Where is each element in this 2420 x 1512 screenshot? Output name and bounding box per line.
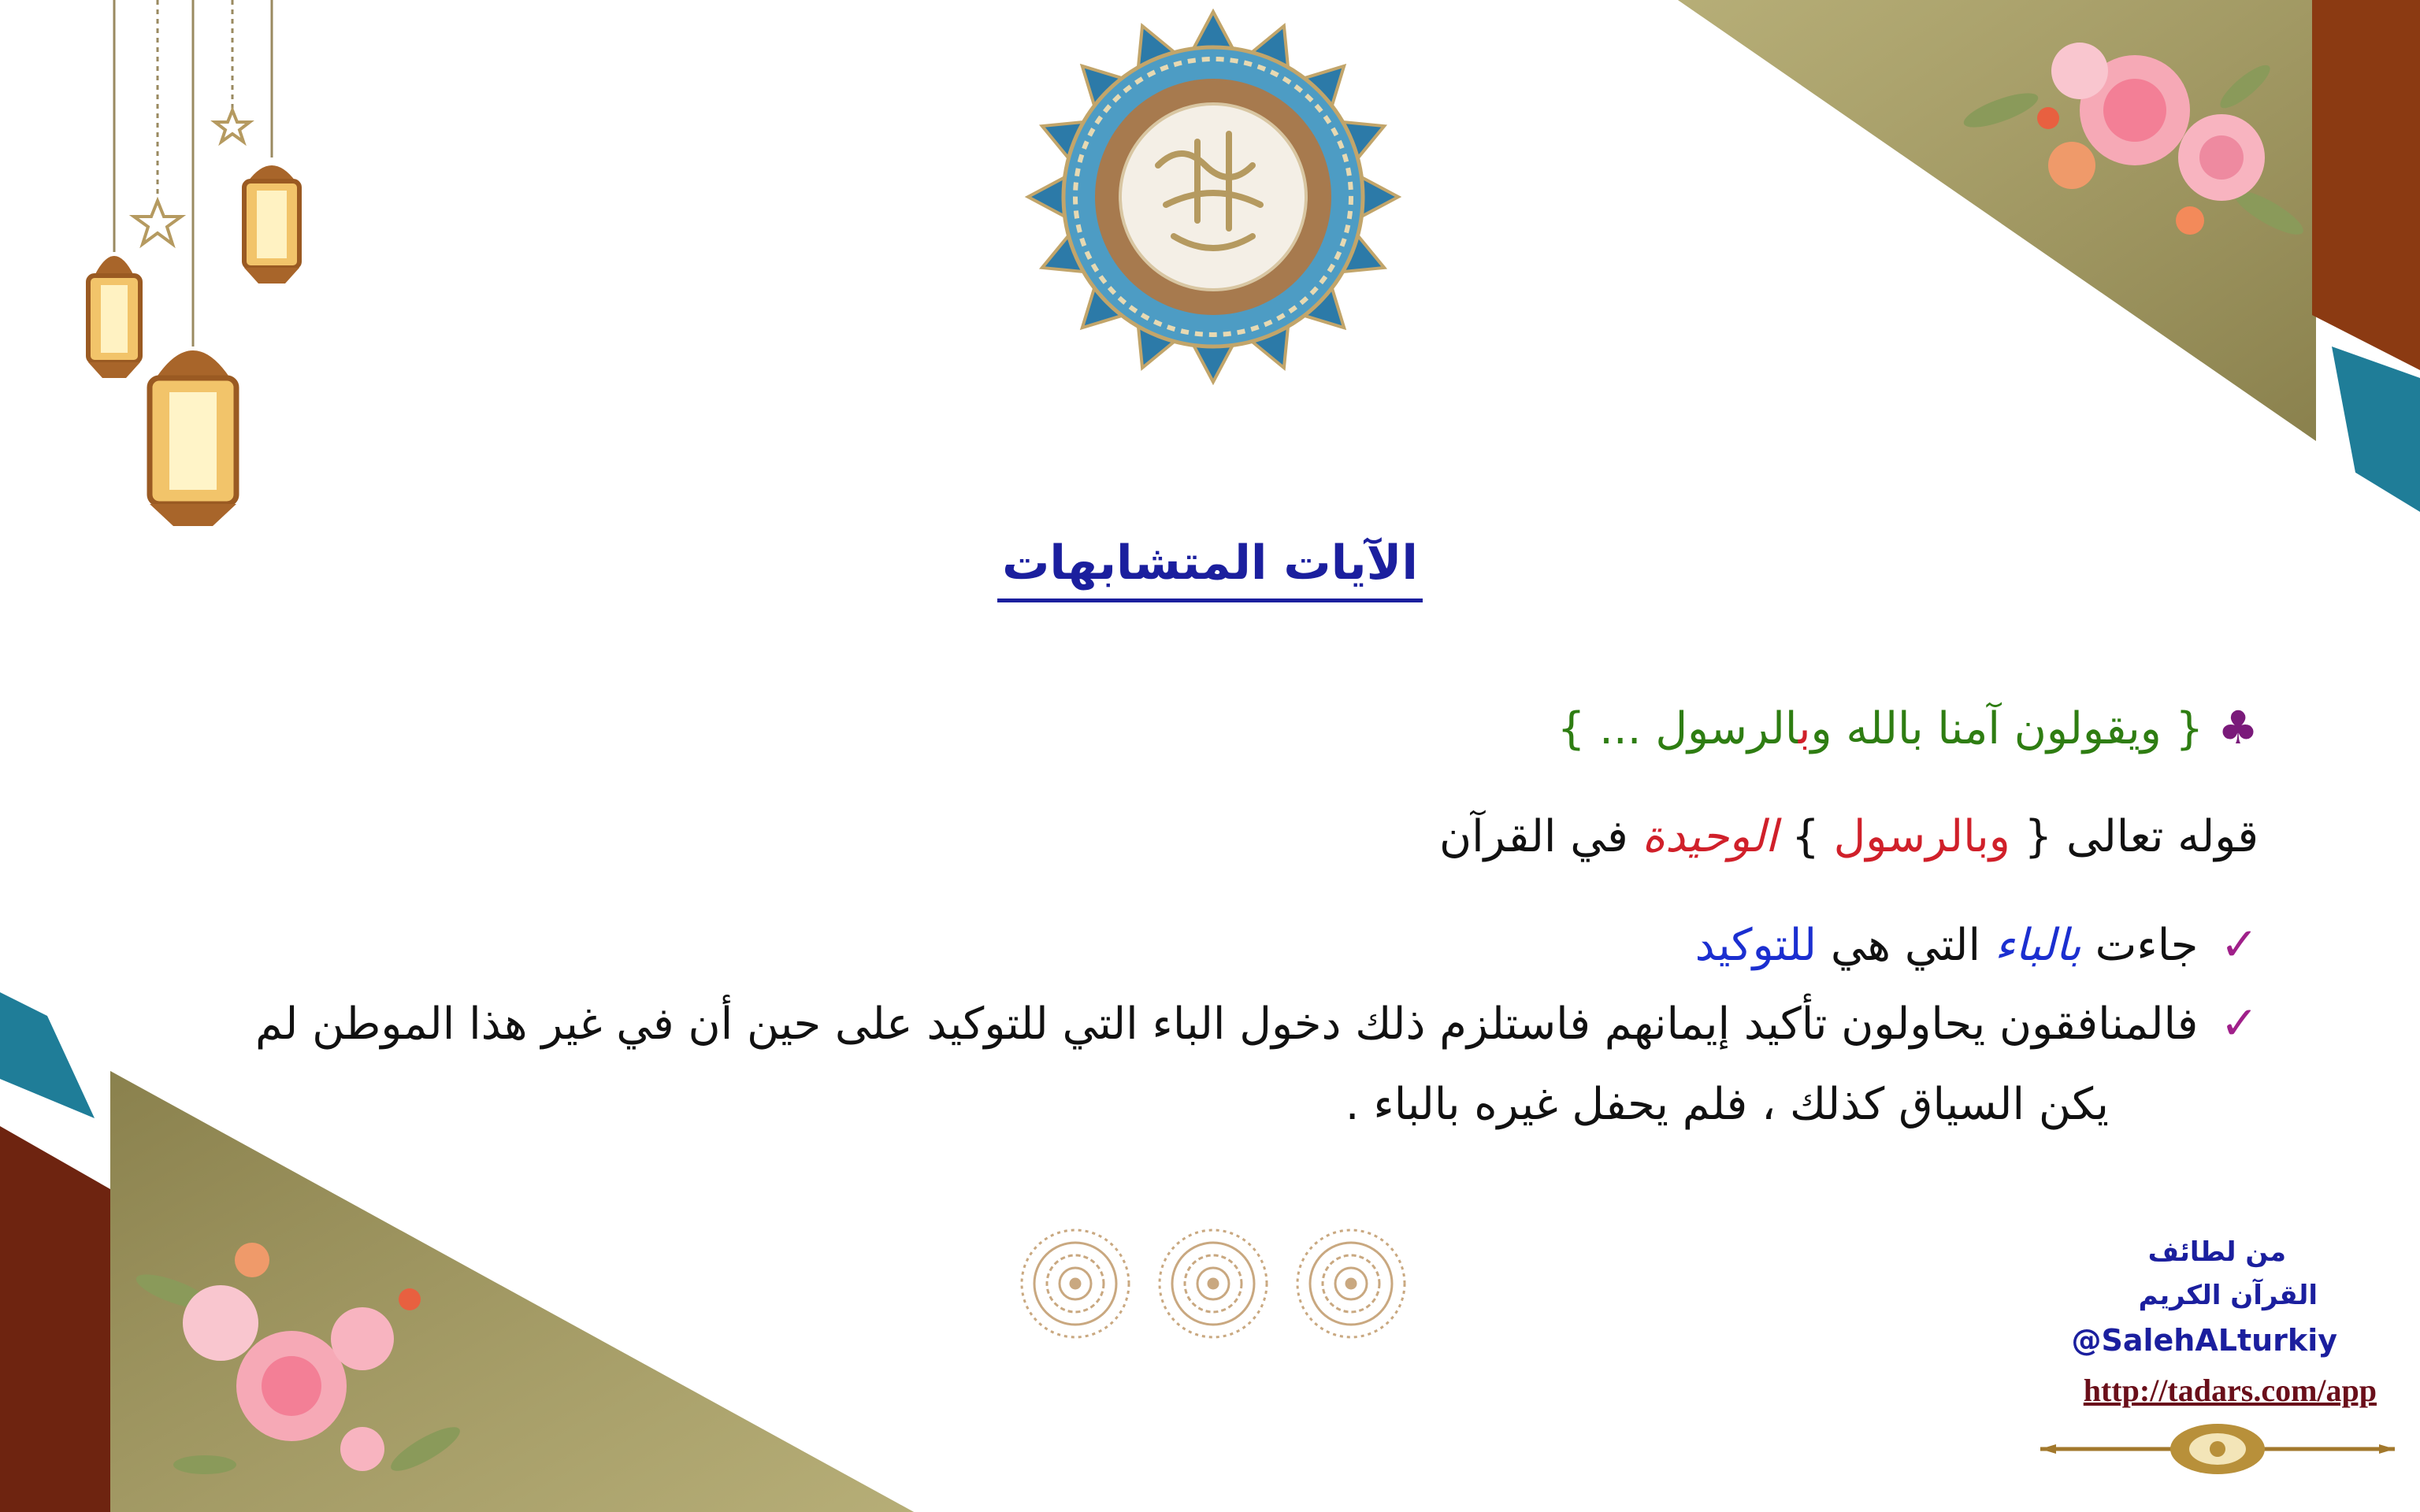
lantern-icon [88,256,140,378]
point-2-line-1 [255,996,2259,1050]
intro-unique: الوحيدة [1642,811,1778,862]
mandala-ornament-icon [1297,1230,1405,1337]
point-2-text-2: يكن السياق كذلك ، فلم يحفل غيره بالباء . [1345,1079,2109,1130]
verse-ellipsis: ... } [1557,703,1656,754]
point-1 [1695,917,2259,971]
title-text: الآيات المتشابهات [997,536,1423,602]
point-1-emph: للتوكيد [1694,920,1817,971]
intro-part3: في القرآن [1438,811,1642,862]
website-link[interactable]: http://tadars.com/app [2083,1373,2377,1408]
intro-part1: قوله تعالى { [2010,811,2259,862]
divider-ornament-icon [2032,1418,2403,1480]
point-1-which: التي هي [1817,920,1995,971]
intro-line [1439,811,2259,862]
point-2-text-1: فالمنافقون يحاولون تأكيد إيمانهم فاستلزم ذلك دخول الباء التي للتوكيد على حين أن في غير هذا الموطن لم [255,999,2199,1050]
club-bullet-icon: ♣ [2218,701,2259,754]
verse-line [1557,701,2259,754]
verse-highlight-letter: ب [1798,703,1811,754]
lantern-icon [244,165,299,284]
lantern-icon [150,350,236,526]
lanterns-decoration [71,0,331,536]
point-2-line-2 [1345,1079,2109,1130]
verse-words-after: الرسول [1655,703,1798,754]
credit-line-2: القرآن الكريم [2138,1280,2318,1311]
mandala-ornament-icon [1022,1230,1129,1337]
intro-part2: } [1777,811,1834,862]
twitter-handle[interactable]: @SalehALturkiy [2071,1323,2337,1358]
verse-words-before: ويقولون آمنا بالله و [1810,703,2162,754]
rosette-logo [1024,8,1402,386]
verse-open: { [2161,703,2204,754]
credit-line-1: من لطائف [2147,1236,2286,1268]
point-1-came: جاءت [2080,920,2199,971]
intro-phrase: وبالرسول [1833,811,2010,862]
mandala-ornament-icon [1160,1230,1267,1337]
check-icon: ✓ [2220,996,2259,1050]
page-title [0,536,2420,591]
flower-bouquet-icon [1954,8,2316,276]
check-icon: ✓ [2220,917,2259,971]
point-1-baa: بالباء [1994,920,2081,971]
mandala-ornaments [1016,1225,1410,1343]
flower-bouquet-icon [126,1228,473,1512]
